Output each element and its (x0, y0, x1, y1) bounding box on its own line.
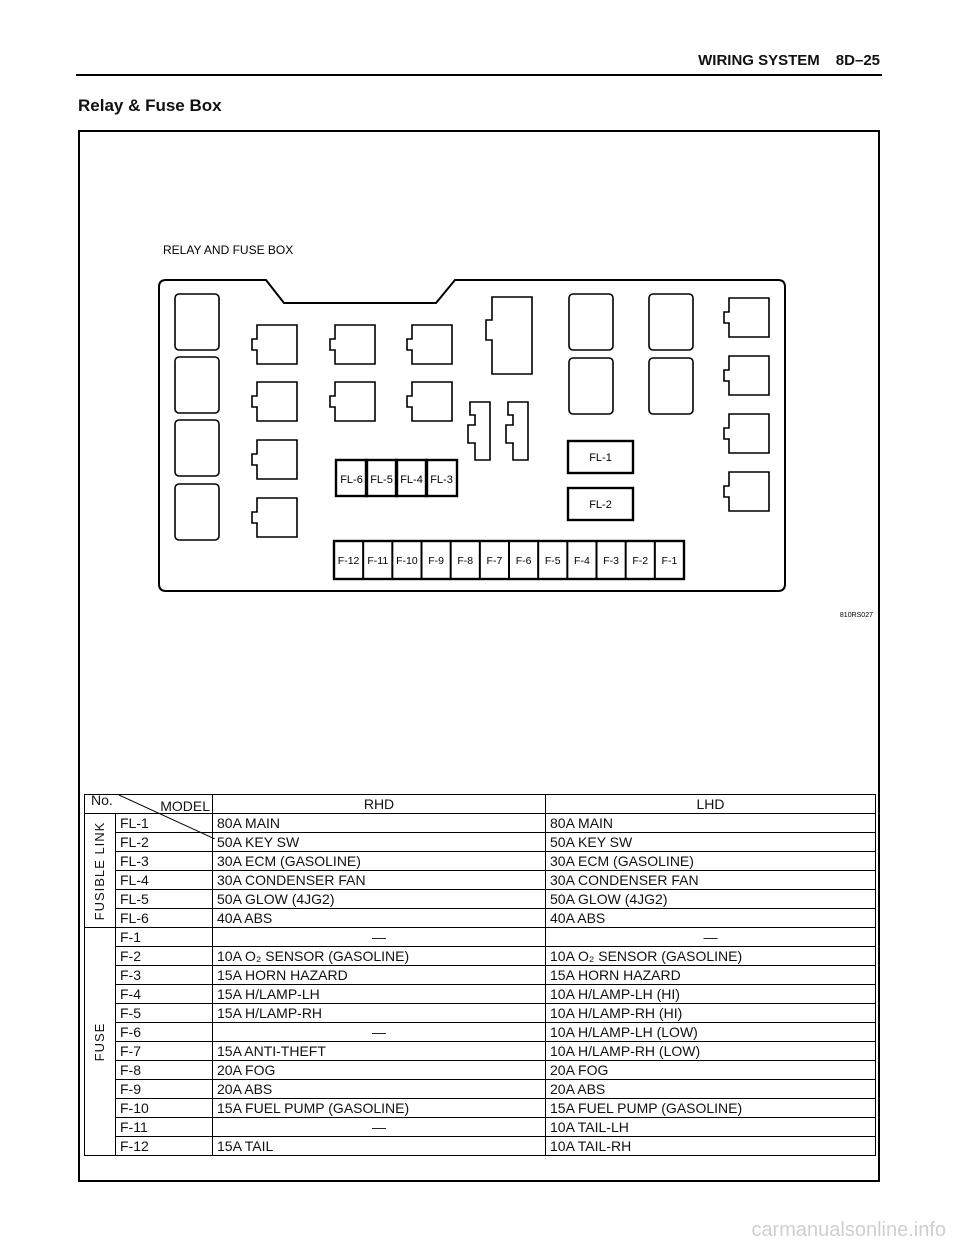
row-number-cell: F-3 (116, 966, 213, 985)
relay-slot (252, 382, 297, 421)
rhd-value-cell: 15A H/LAMP-RH (213, 1004, 546, 1023)
model-label: MODEL (160, 798, 210, 814)
lhd-value-cell: 40A ABS (546, 909, 876, 928)
row-number-cell: F-8 (116, 1061, 213, 1080)
page-number: 8D–25 (835, 52, 880, 69)
table-header-row (85, 795, 876, 814)
fuse-slot-label: F-11 (367, 555, 389, 567)
table-row (85, 1042, 876, 1061)
relay-slot (649, 294, 693, 350)
relay-slot (175, 357, 219, 413)
rhd-value-cell: 15A ANTI-THEFT (213, 1042, 546, 1061)
right-relay-column (724, 298, 769, 511)
table-row (85, 1023, 876, 1042)
fuse-slot-label: F-3 (603, 555, 619, 567)
fuse-slot-label: F-8 (457, 555, 474, 567)
row-number-cell: F-9 (116, 1080, 213, 1099)
lhd-value-cell: 15A FUEL PUMP (GASOLINE) (546, 1099, 876, 1118)
relay-slot (175, 484, 219, 540)
relay-slot (486, 297, 532, 374)
lhd-value-cell: 10A H/LAMP-LH (LOW) (546, 1023, 876, 1042)
fuse-slot-label: F-9 (428, 555, 444, 567)
diode-slot (468, 402, 490, 460)
row-number-cell: FL-4 (116, 871, 213, 890)
relay-slot (724, 472, 769, 511)
relay-slot (569, 358, 613, 414)
lhd-value-cell: 10A H/LAMP-RH (HI) (546, 1004, 876, 1023)
rhd-value-cell: 50A GLOW (4JG2) (213, 890, 546, 909)
lhd-value-cell: 10A H/LAMP-LH (HI) (546, 985, 876, 1004)
fuse-slot-label: F-12 (337, 555, 360, 567)
row-number-cell: F-10 (116, 1099, 213, 1118)
fuse-slot-label: F-4 (574, 555, 590, 567)
lhd-value-cell: 10A TAIL-RH (546, 1137, 876, 1156)
table-row (85, 852, 876, 871)
lhd-value-cell: 50A KEY SW (546, 833, 876, 852)
fuse-slot-label: F-7 (486, 555, 503, 567)
fuse-slot-label: F-10 (396, 555, 418, 567)
lhd-value-cell: 10A TAIL-LH (546, 1118, 876, 1137)
relay-slot (569, 294, 613, 350)
table-row (85, 985, 876, 1004)
rhd-value-cell: 50A KEY SW (213, 833, 546, 852)
left-relay-column (175, 294, 219, 540)
diagram-caption: RELAY AND FUSE BOX (163, 243, 294, 257)
rhd-value-cell: 20A ABS (213, 1080, 546, 1099)
rhd-value-cell: 30A CONDENSER FAN (213, 871, 546, 890)
rhd-value-cell: 80A MAIN (213, 814, 546, 833)
row-number-cell: F-2 (116, 947, 213, 966)
rhd-value-cell: 15A TAIL (213, 1137, 546, 1156)
row-number-cell: F-6 (116, 1023, 213, 1042)
row-number-cell: F-1 (116, 928, 213, 947)
fuse-category-label: FUSE (92, 1022, 107, 1061)
watermark: carmanualsonline.info (751, 1219, 946, 1241)
fuse-slot-label: F-1 (661, 555, 678, 567)
diode-slots (468, 402, 528, 460)
fl-label: FL-4 (400, 474, 423, 486)
relay-slot (252, 498, 297, 537)
fuse-slot-label: F-6 (515, 555, 532, 567)
row-number-cell: FL-2 (116, 833, 213, 852)
relay-slot (649, 358, 693, 414)
relay-slot (252, 325, 297, 364)
table-row (85, 890, 876, 909)
table-row (85, 928, 876, 947)
row-number-cell: F-11 (116, 1118, 213, 1137)
rhd-value-cell: 10A O₂ SENSOR (GASOLINE) (213, 947, 546, 966)
rhd-value-cell: 40A ABS (213, 909, 546, 928)
fuse-slot-label: F-5 (544, 555, 561, 567)
rhd-value-cell: 20A FOG (213, 1061, 546, 1080)
lhd-value-cell: 30A ECM (GASOLINE) (546, 852, 876, 871)
lhd-value-cell: 15A HORN HAZARD (546, 966, 876, 985)
fl2-label: FL-2 (589, 499, 612, 511)
rhd-value-cell: — (213, 928, 546, 947)
lhd-value-cell: 20A FOG (546, 1061, 876, 1080)
relay-slot (175, 294, 219, 350)
relay-slot (330, 325, 375, 364)
page-title: Relay & Fuse Box (78, 96, 222, 115)
row-number-cell: F-4 (116, 985, 213, 1004)
lhd-value-cell: 10A O₂ SENSOR (GASOLINE) (546, 947, 876, 966)
table-row (85, 1137, 876, 1156)
table-row (85, 1004, 876, 1023)
row-number-cell: F-7 (116, 1042, 213, 1061)
table-row (85, 1099, 876, 1118)
fl1-label: FL-1 (589, 452, 612, 464)
diode-slot (506, 402, 528, 460)
table-row (85, 1080, 876, 1099)
table-row (85, 966, 876, 985)
rhd-value-cell: 15A FUEL PUMP (GASOLINE) (213, 1099, 546, 1118)
figure-ref-code: 810RS027 (839, 612, 873, 619)
fusible-link-row (336, 460, 457, 496)
relay-slot (252, 440, 297, 479)
table-corner-cell (85, 792, 213, 814)
relay-slot (330, 382, 375, 421)
fuse-box-housing (159, 280, 785, 591)
lhd-value-cell: 50A GLOW (4JG2) (546, 890, 876, 909)
table-row (85, 871, 876, 890)
relay-slot (175, 420, 219, 476)
relay-slot (724, 298, 769, 337)
fl-label: FL-3 (430, 474, 453, 486)
lhd-value-cell: 30A CONDENSER FAN (546, 871, 876, 890)
rhd-value-cell: — (213, 1118, 546, 1137)
table-row (85, 909, 876, 928)
lhd-header: LHD (546, 795, 876, 814)
row-number-cell: FL-1 (116, 814, 213, 833)
fusible-link-category (85, 814, 116, 928)
small-relays (252, 325, 452, 537)
relay-slot (724, 356, 769, 395)
rhd-value-cell: 15A H/LAMP-LH (213, 985, 546, 1004)
fuse-slot-label: F-2 (632, 555, 649, 567)
fl-label: FL-6 (340, 474, 363, 486)
fusible-link-category-label: FUSIBLE LINK (92, 821, 107, 920)
large-relays (569, 294, 693, 414)
table-row (85, 947, 876, 966)
lhd-value-cell: — (546, 928, 876, 947)
relay-slot (407, 325, 452, 364)
relay-slot (724, 414, 769, 453)
fuse-row (338, 541, 678, 579)
rhd-value-cell: 15A HORN HAZARD (213, 966, 546, 985)
table-row (85, 1061, 876, 1080)
row-number-cell: FL-6 (116, 909, 213, 928)
table-row (85, 1118, 876, 1137)
lhd-value-cell: 10A H/LAMP-RH (LOW) (546, 1042, 876, 1061)
row-number-cell: FL-3 (116, 852, 213, 871)
section-title: WIRING SYSTEM (698, 52, 820, 69)
no-label: No. (91, 792, 113, 808)
fuse-category (85, 928, 116, 1156)
row-number-cell: F-5 (116, 1004, 213, 1023)
row-number-cell: FL-5 (116, 890, 213, 909)
rhd-value-cell: — (213, 1023, 546, 1042)
fuse-table (84, 794, 876, 1156)
rhd-header: RHD (213, 795, 546, 814)
relay-slot (407, 382, 452, 421)
lhd-value-cell: 20A ABS (546, 1080, 876, 1099)
fl-label: FL-5 (370, 474, 393, 486)
rhd-value-cell: 30A ECM (GASOLINE) (213, 852, 546, 871)
lhd-value-cell: 80A MAIN (546, 814, 876, 833)
row-number-cell: F-12 (116, 1137, 213, 1156)
